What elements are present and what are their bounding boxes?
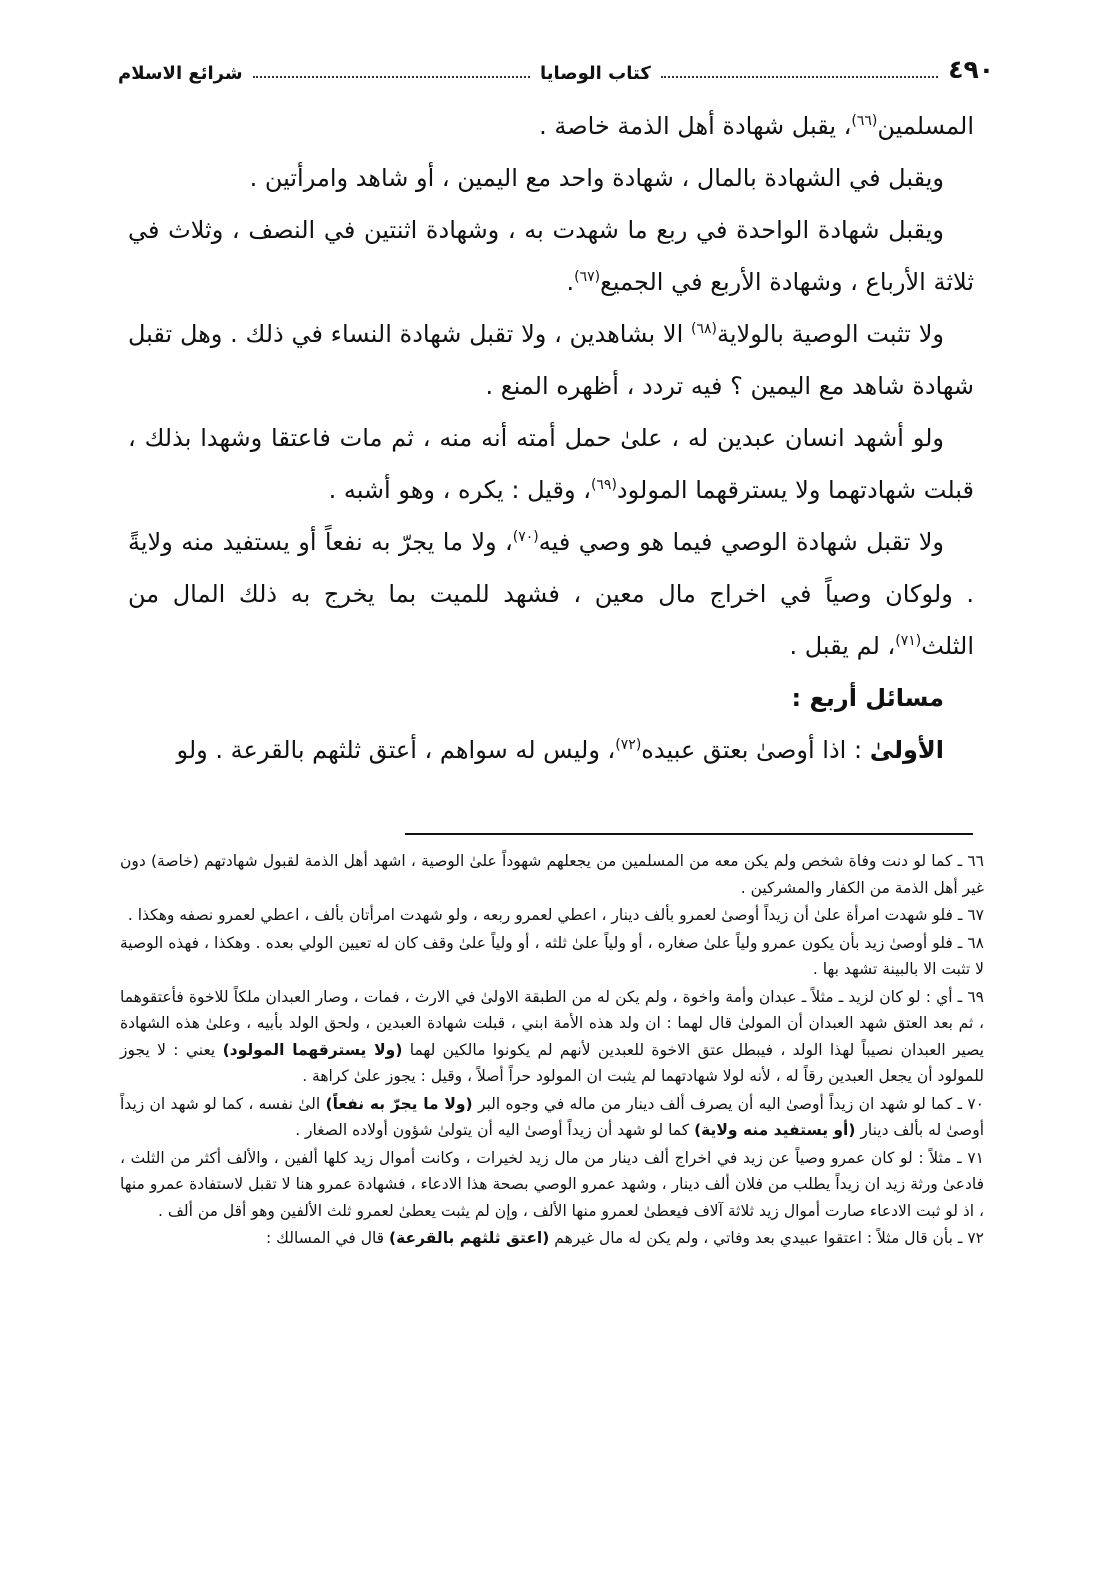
chapter-title: كتاب الوصايا — [539, 63, 651, 84]
paragraph — [128, 412, 974, 516]
text-run: ، وقيل : يكره ، وهو أشبه . — [328, 476, 591, 504]
paragraph — [128, 516, 974, 672]
text-run: ، لم يقبل . — [789, 632, 896, 660]
header-leader-dots — [661, 76, 938, 78]
book-title: شرائع الاسلام — [118, 63, 243, 84]
text-run: قال في المسالك : — [266, 1229, 385, 1247]
text-run: ولو أشهد انسان عبدين له ، علىٰ حمل أمته أنه منه ، ثم مات فاعتقا وشهدا بذلك ، قبلت شهادتهما ولا يسترقهما المولود — [128, 424, 974, 504]
main-text — [128, 100, 974, 776]
bold-quote: (ولا ما يجرّ به نفعاً) — [325, 1094, 473, 1113]
paragraph — [128, 308, 974, 412]
bold-quote: (أو يستفيد منه ولاية) — [694, 1121, 856, 1139]
text-run: ، ولا ما يجرّ به نفعاً أو يستفيد منه ولايةً . ولوكان وصياً في اخراج مال معين ، فشهد للميت بما يخرج به ذلك المال من الثلث — [128, 528, 974, 660]
footnote-66: ٦٦ ـ كما لو دنت وفاة شخص ولم يكن معه من المسلمين من يجعلهم شهوداً علىٰ الوصية ، اشهد أهل الذمة لقبول شهادتهم (خاصة) دون غير أهل الذمة من الكفار والمشركين . — [120, 852, 984, 897]
text-run: ويقبل شهادة الواحدة في ربع ما شهدت به ، وشهادة اثنتين في النصف ، وثلاث في ثلاثة الأرباع ، وشهادة الأربع في الجميع — [128, 216, 974, 296]
text-run: كما لو شهد أن زيداً أوصىٰ اليه أن يتولىٰ شؤون أولاده الصغار . — [295, 1121, 690, 1139]
paragraph — [128, 724, 974, 776]
footnote-69 — [120, 984, 984, 1090]
paragraph: ويقبل في الشهادة بالمال ، شهادة واحد مع اليمين ، أو شاهد وامرأتين . — [249, 164, 944, 192]
footnote-ref-66: (٦٦) — [851, 113, 878, 129]
footnote-ref-68: (٦٨) — [691, 321, 717, 337]
text-run: ٦٩ ـ أي : لو كان لزيد ـ مثلاً ـ عبدان وأمة واخوة ، ولم يكن له من الطبقة الاولىٰ في الارث ، فمات ، وصار العبدان ملكاً للاخوة فأعتقوهما ، ثم بعد العتق شهد العبدان أن المولىٰ قال لهما : ان ولد هذه الأمة ابني ، قبلت شهادة العبدين ، ولحق الولد بأبيه ، وعلىٰ هذه الشهادة يصير العبدان نصيباً لهذا الولد ، فيبطل عتق الاخوة للعبدين لأنهم لم يكونوا مالكين لهما — [120, 987, 984, 1059]
text-run: ٧٢ ـ بأن قال مثلاً : اعتقوا عبيدي بعد وفاتي ، ولم يكن له مال غيرهم — [554, 1229, 984, 1247]
text-run: ، يقبل شهادة أهل الذمة خاصة . — [539, 112, 852, 140]
footnote-67: ٦٧ ـ فلو شهدت امرأة علىٰ أن زيداً أوصىٰ لعمرو بألف دينار ، اعطي لعمرو ربعه ، ولو شهدت امرأتان بألف ، اعطي لعمرو نصفه وهكذا . — [127, 906, 984, 924]
text-run: : اذا أوصىٰ بعتق عبيده — [641, 736, 863, 764]
header-leader-dots — [253, 76, 530, 78]
bold-quote: (اعتق ثلثهم بالقرعة) — [389, 1229, 550, 1247]
paragraph — [128, 204, 974, 308]
footnote-72 — [120, 1225, 984, 1252]
text-run: الا بشاهدين ، ولا تقبل شهادة النساء في ذلك . وهل تقبل شهادة شاهد مع اليمين ؟ فيه تردد ، أظهره المنع . — [128, 320, 974, 400]
text-run: ولا تقبل شهادة الوصي فيما هو وصي فيه — [538, 528, 945, 556]
bold-quote: (ولا يسترقهما المولود) — [222, 1040, 403, 1059]
footnote-separator — [405, 833, 973, 835]
text-run: ولا تثبت الوصية بالولاية — [716, 320, 944, 348]
text-run: المسلمين — [877, 112, 974, 140]
text-run: ٧٠ ـ كما لو شهد ان زيداً أوصىٰ اليه أن يصرف ألف دينار من ماله في وجوه البر — [477, 1094, 984, 1113]
paragraph — [128, 100, 974, 152]
text-run: الىٰ نفسه ، كما لو شهد ان زيداً أوصىٰ له بألف دينار — [120, 1094, 984, 1139]
footnote-ref-70: (٧٠) — [512, 529, 539, 545]
text-run: . — [566, 268, 575, 296]
text-run: يعني : لا يجوز للمولود أن يجعل العبدين رقاً له ، لأنه لولا شهادتهما لم يثبت ان المولود حراً أصلاً ، وقيل : يجوز علىٰ كراهة . — [120, 1040, 984, 1085]
footnotes — [120, 848, 984, 1253]
footnote-ref-71: (٧١) — [895, 633, 922, 649]
lead-word: الأولىٰ — [869, 736, 944, 764]
footnote-68: ٦٨ ـ فلو أوصىٰ زيد بأن يكون عمرو ولياً علىٰ صغاره ، أو ولياً علىٰ ثلثه ، أو ولياً علىٰ وقف كان له تعيين الولي بعده . وهكذا ، فهذه الوصية لا تثبت الا بالبينة تشهد بها . — [120, 933, 984, 978]
footnote-70 — [120, 1091, 984, 1144]
footnote-ref-67: (٦٧) — [574, 269, 601, 285]
running-header — [118, 40, 994, 84]
page-number: ٤٩٠ — [948, 55, 994, 84]
footnote-ref-69: (٦٩) — [590, 477, 617, 493]
section-heading: مسائل أربع : — [791, 684, 944, 712]
footnote-71: ٧١ ـ مثلاً : لو كان عمرو وصياً عن زيد في اخراج ألف دينار من مال زيد لخيرات ، وكانت أموال زيد كلها ألفين ، والألف أكثر من الثلث ، فادعىٰ ورثة زيد ان زيداً يطلب من فلان ألف دينار ، وشهد عمرو الوصي بصحة هذا الادعاء ، فشهادة عمرو هنا لا تقبل لاستفادة عمرو منها ، اذ لو ثبت الادعاء صارت أموال زيد ثلاثة آلاف فيعطىٰ لعمرو منها الألف ، وإن لم يثبت يعطىٰ لعمرو ثلث الألفين وهو أقل من ألف . — [120, 1148, 984, 1220]
footnote-ref-72: (٧٢) — [615, 737, 642, 753]
text-run: ، وليس له سواهم ، أعتق ثلثهم بالقرعة . ولو — [176, 736, 616, 764]
